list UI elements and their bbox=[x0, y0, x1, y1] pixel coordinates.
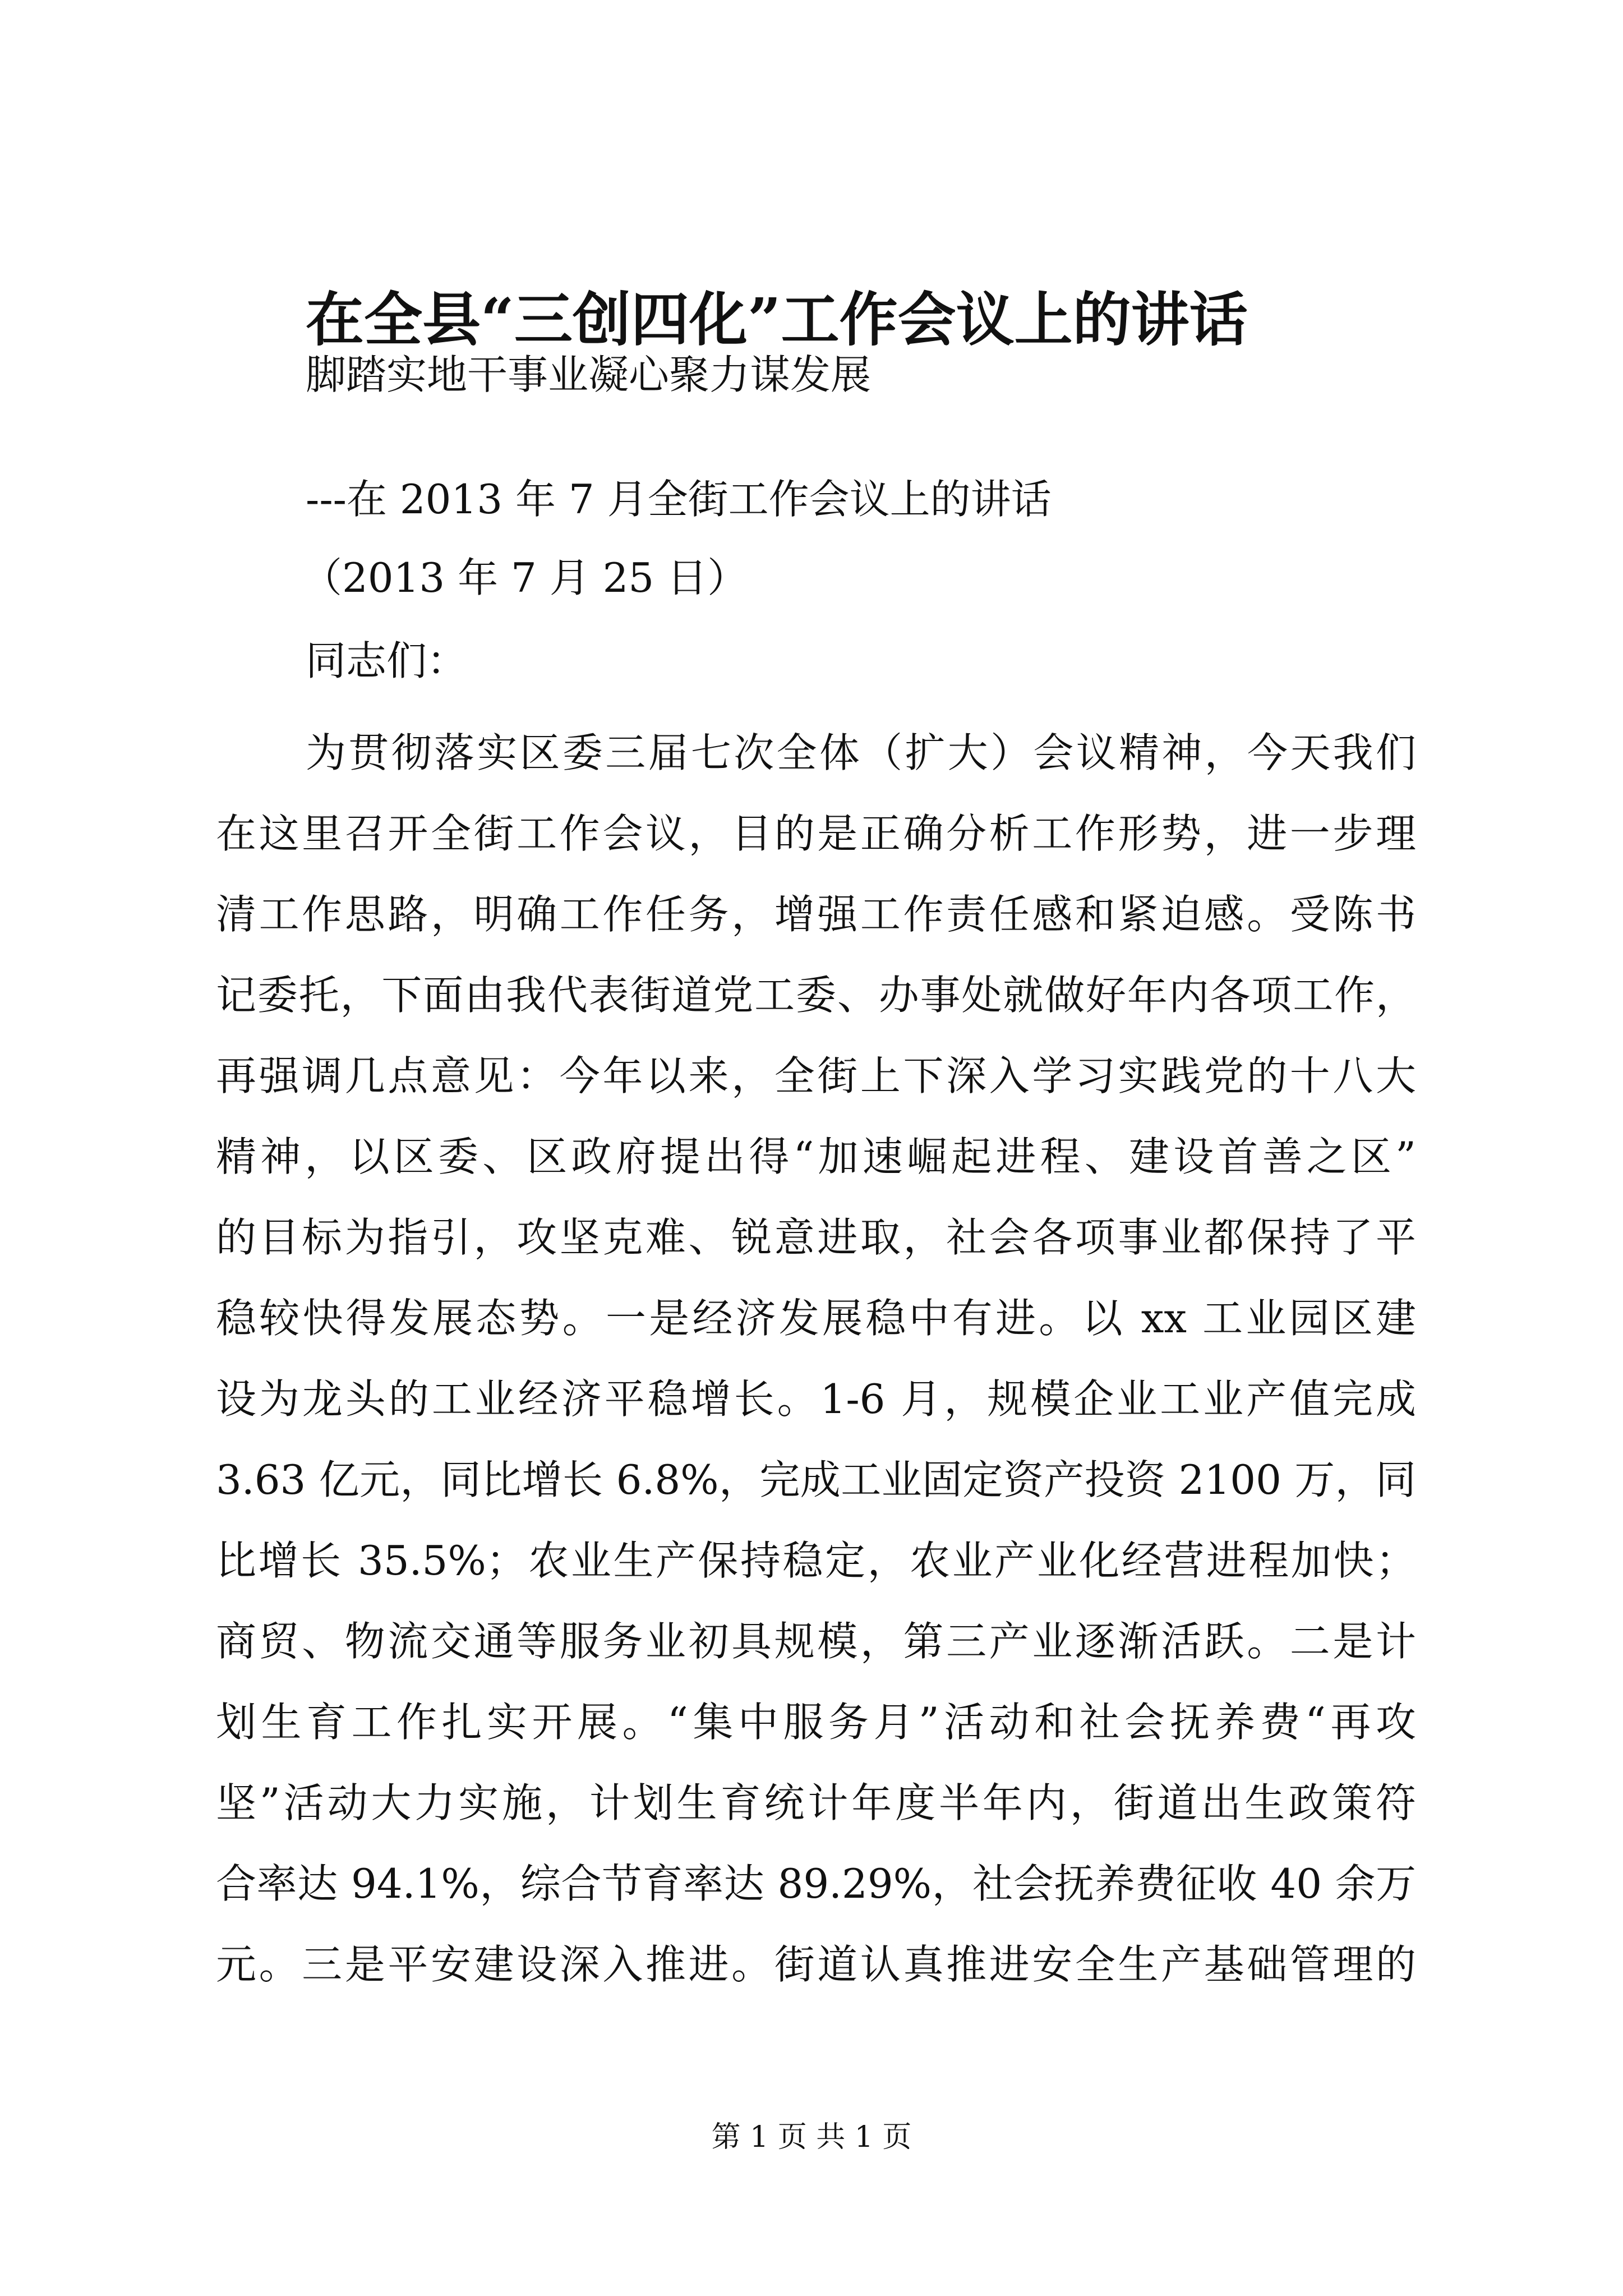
body-line: 的目标为指引，攻坚克难、锐意进取，社会各项事业都保持了平 bbox=[216, 1214, 1416, 1261]
body-line: 合率达 94.1%，综合节育率达 89.29%，社会抚养费征收 40 余万 bbox=[216, 1860, 1416, 1907]
body-line: 记委托，下面由我代表街道党工委、办事处就做好年内各项工作， bbox=[216, 972, 1416, 1019]
speech-date: （2013 年 7 月 25 日） bbox=[302, 554, 748, 601]
document-subtitle: 脚踏实地干事业凝心聚力谋发展 bbox=[306, 351, 872, 398]
body-line: 稳较快得发展态势。一是经济发展稳中有进。以 xx 工业园区建 bbox=[216, 1295, 1416, 1342]
body-line: 坚”活动大力实施，计划生育统计年度半年内，街道出生政策符 bbox=[216, 1779, 1416, 1826]
speech-occasion: ---在 2013 年 7 月全街工作会议上的讲话 bbox=[306, 476, 1052, 523]
body-line: 划生育工作扎实开展。“集中服务月”活动和社会抚养费“再攻 bbox=[216, 1699, 1416, 1746]
page-footer: 第 1 页 共 1 页 bbox=[711, 2120, 912, 2154]
body-line: 为贯彻落实区委三届七次全体（扩大）会议精神，今天我们 bbox=[306, 729, 1416, 776]
salutation: 同志们： bbox=[306, 637, 468, 684]
body-line: 在这里召开全街工作会议，目的是正确分析工作形势，进一步理 bbox=[216, 810, 1416, 857]
document-title: 在全县“三创四化”工作会议上的讲话 bbox=[306, 285, 1248, 354]
body-line: 3.63 亿元，同比增长 6.8%，完成工业固定资产投资 2100 万，同 bbox=[216, 1456, 1416, 1503]
body-line: 元。三是平安建设深入推进。街道认真推进安全生产基础管理的 bbox=[216, 1941, 1416, 1988]
body-paragraph bbox=[216, 712, 1416, 2005]
body-line: 清工作思路，明确工作任务，增强工作责任感和紧迫感。受陈书 bbox=[216, 891, 1416, 938]
body-line: 再强调几点意见：今年以来，全街上下深入学习实践党的十八大 bbox=[216, 1052, 1416, 1099]
body-line: 设为龙头的工业经济平稳增长。1-6 月，规模企业工业产值完成 bbox=[216, 1375, 1416, 1423]
body-line: 商贸、物流交通等服务业初具规模，第三产业逐渐活跃。二是计 bbox=[216, 1618, 1416, 1665]
body-line: 比增长 35.5%；农业生产保持稳定，农业产业化经营进程加快； bbox=[216, 1537, 1416, 1584]
body-line: 精神，以区委、区政府提出得“加速崛起进程、建设首善之区” bbox=[216, 1133, 1416, 1180]
